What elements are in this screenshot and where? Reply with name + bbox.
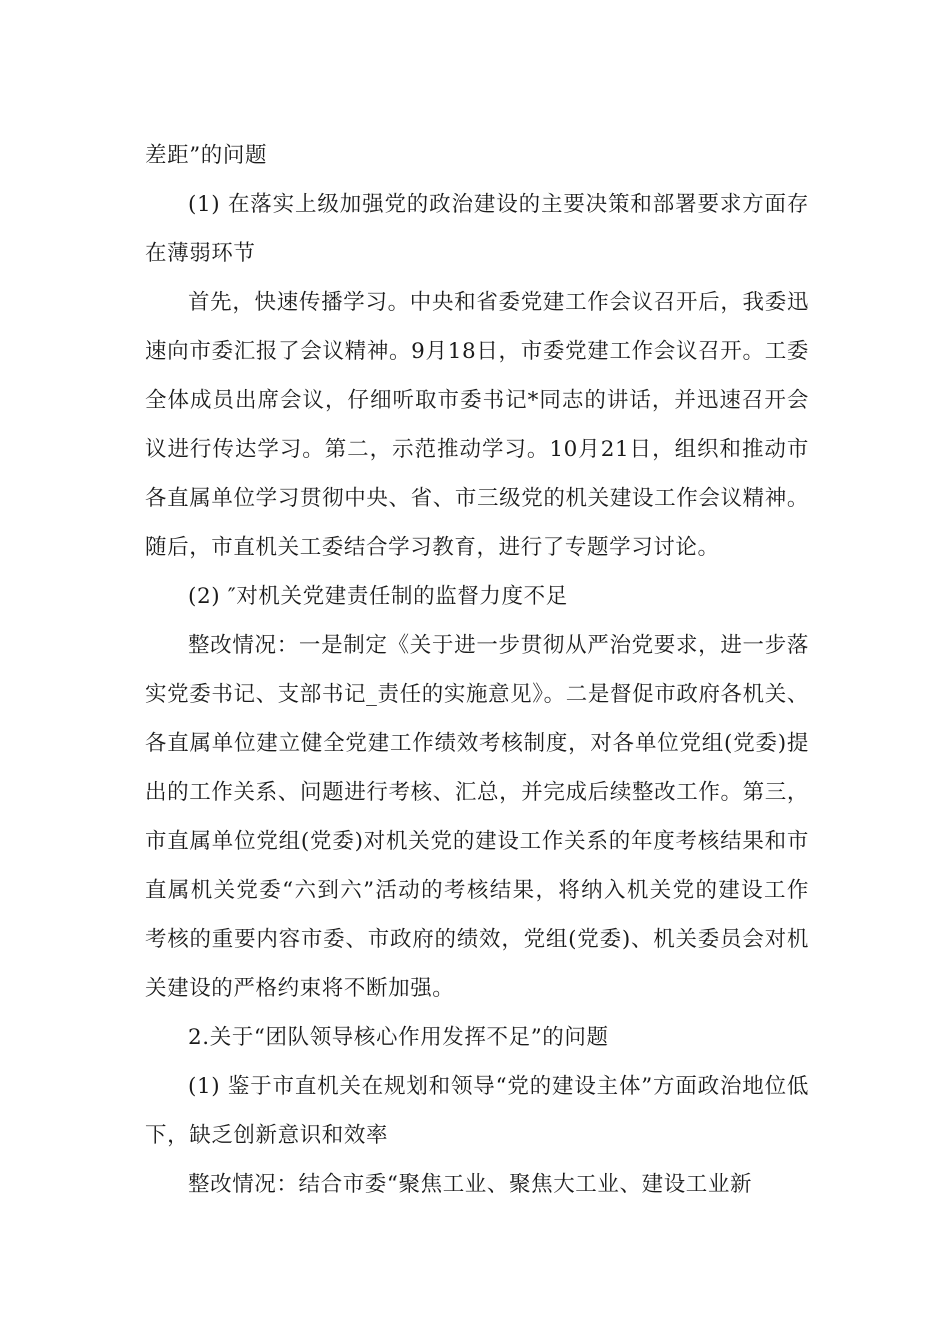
paragraph-item-1: (1) 在落实上级加强党的政治建设的主要决策和部署要求方面存在薄弱环节 [145, 192, 809, 266]
paragraph-learning: 首先，快速传播学习。中央和省委党建工作会议召开后，我委迅速向市委汇报了会议精神。9月18日，市委党建工作会议召开。工委全体成员出席会议，仔细听取市委书记*同志的讲话，并迅速召开会议进行传达学习。第二，示范推动学习。10月21日，组织和推动市各直属单位学习贯彻中央、省、市三级党的机关建设工作会议精神。随后，市直机关工委结合学习教育，进行了专题学习讨论。 [145, 290, 809, 560]
paragraph-rectification: 整改情况：一是制定《关于进一步贯彻从严治党要求，进一步落实党委书记、支部书记_责任的实施意见》。二是督促市政府各机关、各直属单位建立健全党建工作绩效考核制度，对各单位党组(党委)提出的工作关系、问题进行考核、汇总，并完成后续整改工作。第三，市直属单位党组(党委)对机关党的建设工作关系的年度考核结果和市直属机关党委“六到六”活动的考核结果，将纳入机关党的建设工作考核的重要内容市委、市政府的绩效，党组(党委)、机关委员会对机关建设的严格约束将不断加强。 [145, 633, 809, 1001]
paragraph-item-2-1: (1) 鉴于市直机关在规划和领导“党的建设主体”方面政治地位低下，缺乏创新意识和效率 [145, 1074, 809, 1148]
paragraph-item-2: (2) ″对机关党建责任制的监督力度不足 [188, 584, 568, 609]
paragraph-rectification-2: 整改情况：结合市委“聚焦工业、聚焦大工业、建设工业新 [188, 1172, 753, 1197]
section-heading-2: 2.关于“团队领导核心作用发挥不足”的问题 [188, 1025, 609, 1050]
document-page [145, 131, 809, 1209]
paragraph-continuation: 差距”的问题 [145, 143, 268, 168]
